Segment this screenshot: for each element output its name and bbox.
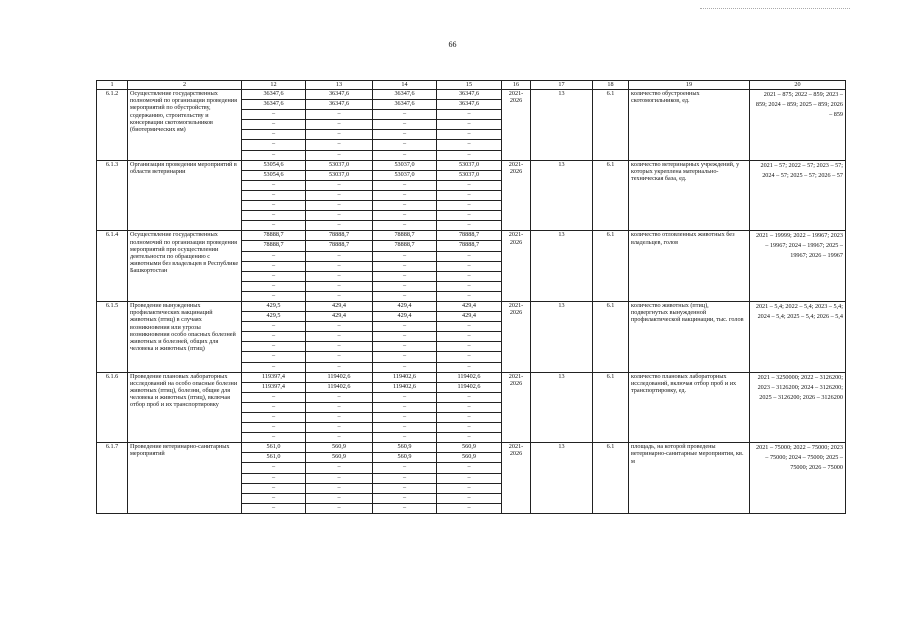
funding-cell: – [437, 423, 502, 433]
funding-cell: – [437, 402, 502, 412]
table-body [97, 81, 846, 514]
funding-cell: 36347,6 [437, 100, 502, 110]
col-17: 13 [531, 372, 593, 443]
header-cell: 16 [502, 81, 531, 90]
col-18: 6.1 [593, 90, 629, 161]
funding-cell: – [373, 433, 437, 443]
col-18: 6.1 [593, 301, 629, 372]
funding-cell: – [373, 342, 437, 352]
funding-cell: – [242, 362, 306, 372]
header-cell: 20 [750, 81, 846, 90]
funding-cell: 560,9 [437, 453, 502, 463]
funding-cell: – [242, 503, 306, 513]
funding-cell: 119402,6 [306, 372, 373, 382]
funding-cell: – [306, 190, 373, 200]
program-table [96, 80, 846, 514]
table-row [97, 160, 846, 170]
funding-cell: – [306, 211, 373, 221]
funding-cell: – [242, 413, 306, 423]
header-cell: 13 [306, 81, 373, 90]
funding-cell: – [306, 120, 373, 130]
funding-cell: – [437, 221, 502, 231]
funding-cell: – [306, 251, 373, 261]
funding-cell: – [306, 402, 373, 412]
table-row [97, 372, 846, 382]
target-values: 2021 – 5,4; 2022 – 5,4; 2023 – 5,4; 2024 – 5,4; 2025 – 5,4; 2026 – 5,4 [750, 301, 846, 372]
header-cell: 1 [97, 81, 128, 90]
funding-cell: – [306, 130, 373, 140]
target-values: 2021 – 19999; 2022 – 19967; 2023 – 19967; 2024 – 19967; 2025 – 19967; 2026 – 19967 [750, 231, 846, 302]
funding-cell: – [373, 221, 437, 231]
funding-cell: – [306, 180, 373, 190]
funding-cell: – [373, 110, 437, 120]
period: 2021-2026 [502, 372, 531, 443]
funding-cell: – [242, 251, 306, 261]
funding-cell: – [242, 211, 306, 221]
indicator: количество обустроенных скотомогильников, ед. [629, 90, 750, 161]
funding-cell: – [242, 402, 306, 412]
funding-cell: – [373, 261, 437, 271]
funding-cell: – [437, 261, 502, 271]
funding-cell: – [306, 291, 373, 301]
funding-cell: 560,9 [437, 443, 502, 453]
funding-cell: 560,9 [306, 453, 373, 463]
funding-cell: – [437, 190, 502, 200]
funding-cell: – [306, 503, 373, 513]
funding-cell: – [437, 251, 502, 261]
funding-cell: 53054,6 [242, 160, 306, 170]
funding-cell: – [242, 423, 306, 433]
funding-cell: – [242, 140, 306, 150]
funding-cell: – [242, 392, 306, 402]
funding-cell: – [437, 342, 502, 352]
funding-cell: – [437, 150, 502, 160]
funding-cell: – [437, 201, 502, 211]
funding-cell: – [306, 463, 373, 473]
funding-cell: – [437, 413, 502, 423]
funding-cell: – [242, 261, 306, 271]
funding-cell: – [373, 413, 437, 423]
period: 2021-2026 [502, 301, 531, 372]
funding-cell: 429,4 [437, 312, 502, 322]
funding-cell: – [242, 180, 306, 190]
funding-cell: 560,9 [373, 453, 437, 463]
funding-cell: – [306, 392, 373, 402]
funding-cell: – [373, 120, 437, 130]
col-18: 6.1 [593, 160, 629, 231]
funding-cell: 36347,6 [306, 90, 373, 100]
funding-cell: 36347,6 [306, 100, 373, 110]
funding-cell: – [242, 291, 306, 301]
funding-cell: 78888,7 [373, 231, 437, 241]
funding-cell: 429,4 [306, 301, 373, 311]
funding-cell: 36347,6 [242, 90, 306, 100]
col-17: 13 [531, 160, 593, 231]
target-values: 2021 – 3250000; 2022 – 3126200; 2023 – 3126200; 2024 – 3126200; 2025 – 3126200; 2026 – 3126200 [750, 372, 846, 443]
funding-cell: 429,5 [242, 301, 306, 311]
funding-cell: – [242, 150, 306, 160]
table-row [97, 301, 846, 311]
funding-cell: 560,9 [306, 443, 373, 453]
funding-cell: – [373, 322, 437, 332]
funding-cell: – [242, 110, 306, 120]
funding-cell: – [306, 281, 373, 291]
event-name: Осуществление государственных полномочий по организации проведения мероприятий при осуществлении деятельности по обращению с животными без владельцев в Республике Башкортостан [128, 231, 242, 302]
funding-cell: – [306, 342, 373, 352]
row-number: 6.1.3 [97, 160, 128, 231]
funding-cell: 429,4 [373, 312, 437, 322]
col-17: 13 [531, 443, 593, 514]
funding-cell: – [242, 271, 306, 281]
col-17: 13 [531, 231, 593, 302]
indicator: количество ветеринарных учреждений, у которых укреплена материально-техническая база, ед. [629, 160, 750, 231]
funding-cell: – [373, 130, 437, 140]
funding-cell: – [306, 271, 373, 281]
funding-cell: – [373, 251, 437, 261]
indicator: площадь, на которой проведены ветеринарно-санитарные мероприятия, кв. м [629, 443, 750, 514]
funding-cell: – [373, 503, 437, 513]
header-cell: 2 [128, 81, 242, 90]
event-name: Организация проведения мероприятий в области ветеринарии [128, 160, 242, 231]
funding-cell: – [373, 201, 437, 211]
target-values: 2021 – 57; 2022 – 57; 2023 – 57; 2024 – 57; 2025 – 57; 2026 – 57 [750, 160, 846, 231]
event-name: Проведение ветеринарно-санитарных мероприятий [128, 443, 242, 514]
funding-cell: – [306, 201, 373, 211]
header-cell: 14 [373, 81, 437, 90]
funding-cell: – [242, 221, 306, 231]
col-17: 13 [531, 301, 593, 372]
table-row [97, 90, 846, 100]
funding-cell: 119402,6 [373, 372, 437, 382]
header-cell: 17 [531, 81, 593, 90]
funding-cell: – [437, 503, 502, 513]
funding-cell: – [242, 190, 306, 200]
funding-cell: – [437, 362, 502, 372]
period: 2021-2026 [502, 90, 531, 161]
funding-cell: 53037,0 [437, 160, 502, 170]
funding-cell: – [306, 150, 373, 160]
header-cell: 12 [242, 81, 306, 90]
funding-cell: – [306, 362, 373, 372]
row-number: 6.1.7 [97, 443, 128, 514]
indicator: количество плановых лабораторных исследований, включая отбор проб и их транспортировку, ед. [629, 372, 750, 443]
funding-cell: – [373, 352, 437, 362]
target-values: 2021 – 875; 2022 – 859; 2023 – 859; 2024 – 859; 2025 – 859; 2026 – 859 [750, 90, 846, 161]
funding-cell: 36347,6 [373, 100, 437, 110]
funding-cell: – [242, 463, 306, 473]
funding-cell: 560,9 [373, 443, 437, 453]
funding-cell: 429,4 [373, 301, 437, 311]
funding-cell: – [373, 150, 437, 160]
funding-cell: – [306, 473, 373, 483]
funding-cell: 36347,6 [373, 90, 437, 100]
funding-cell: – [306, 413, 373, 423]
funding-cell: – [373, 190, 437, 200]
funding-cell: – [373, 483, 437, 493]
funding-cell: – [306, 493, 373, 503]
funding-cell: – [242, 352, 306, 362]
scan-artifact-line [700, 8, 850, 9]
funding-cell: 119402,6 [437, 382, 502, 392]
funding-cell: – [306, 332, 373, 342]
funding-cell: – [437, 180, 502, 190]
period: 2021-2026 [502, 231, 531, 302]
indicator: количество животных (птиц), подвергнутых вынужденной профилактической вакцинации, тыс. голов [629, 301, 750, 372]
event-name: Проведение вынужденных профилактических вакцинаций животных (птиц) в случаях возникновения или угрозы возникновения особо опасных болезней животных и болезней, общих для человека и животных (птиц) [128, 301, 242, 372]
event-name: Проведение плановых лабораторных исследований на особо опасные болезни животных (птиц), болезни, общие для человека и животных (птиц), включая отбор проб и их транспортировку [128, 372, 242, 443]
funding-cell: 53037,0 [306, 170, 373, 180]
row-number: 6.1.4 [97, 231, 128, 302]
funding-cell: 119402,6 [373, 382, 437, 392]
funding-cell: – [437, 110, 502, 120]
header-cell: 18 [593, 81, 629, 90]
funding-cell: 429,4 [437, 301, 502, 311]
funding-cell: – [437, 433, 502, 443]
funding-cell: 429,5 [242, 312, 306, 322]
indicator: количество отловленных животных без владельцев, голов [629, 231, 750, 302]
header-cell: 19 [629, 81, 750, 90]
funding-cell: – [373, 140, 437, 150]
funding-cell: – [437, 130, 502, 140]
funding-cell: – [437, 271, 502, 281]
row-number: 6.1.5 [97, 301, 128, 372]
funding-cell: – [437, 463, 502, 473]
funding-cell: – [373, 423, 437, 433]
funding-cell: – [437, 352, 502, 362]
col-18: 6.1 [593, 443, 629, 514]
funding-cell: – [373, 392, 437, 402]
funding-cell: 53054,6 [242, 170, 306, 180]
funding-cell: – [437, 493, 502, 503]
period: 2021-2026 [502, 160, 531, 231]
funding-cell: 78888,7 [306, 241, 373, 251]
funding-cell: 53037,0 [373, 170, 437, 180]
funding-cell: – [242, 120, 306, 130]
funding-cell: – [373, 332, 437, 342]
funding-cell: – [437, 473, 502, 483]
funding-cell: – [437, 140, 502, 150]
col-18: 6.1 [593, 231, 629, 302]
row-number: 6.1.6 [97, 372, 128, 443]
table-row [97, 231, 846, 241]
funding-cell: – [437, 211, 502, 221]
header-row [97, 81, 846, 90]
funding-cell: – [242, 483, 306, 493]
funding-cell: 78888,7 [242, 241, 306, 251]
funding-cell: 78888,7 [242, 231, 306, 241]
target-values: 2021 – 75000; 2022 – 75000; 2023 – 75000; 2024 – 75000; 2025 – 75000; 2026 – 75000 [750, 443, 846, 514]
funding-cell: – [437, 322, 502, 332]
funding-cell: – [373, 402, 437, 412]
funding-cell: 78888,7 [437, 231, 502, 241]
funding-cell: – [373, 211, 437, 221]
funding-cell: – [306, 110, 373, 120]
funding-cell: – [242, 433, 306, 443]
funding-cell: – [437, 483, 502, 493]
funding-cell: – [373, 180, 437, 190]
funding-cell: 53037,0 [437, 170, 502, 180]
funding-cell: – [373, 473, 437, 483]
funding-cell: – [306, 261, 373, 271]
funding-cell: – [373, 463, 437, 473]
header-cell: 15 [437, 81, 502, 90]
funding-cell: – [306, 423, 373, 433]
row-number: 6.1.2 [97, 90, 128, 161]
table-row [97, 443, 846, 453]
period: 2021-2026 [502, 443, 531, 514]
col-17: 13 [531, 90, 593, 161]
funding-cell: – [437, 291, 502, 301]
funding-cell: 36347,6 [437, 90, 502, 100]
funding-cell: – [242, 332, 306, 342]
funding-cell: – [242, 493, 306, 503]
funding-cell: – [306, 322, 373, 332]
funding-cell: – [437, 281, 502, 291]
funding-cell: 119397,4 [242, 382, 306, 392]
funding-cell: 561,0 [242, 453, 306, 463]
funding-cell: 78888,7 [373, 241, 437, 251]
funding-cell: 53037,0 [306, 160, 373, 170]
col-18: 6.1 [593, 372, 629, 443]
funding-cell: 53037,0 [373, 160, 437, 170]
event-name: Осуществление государственных полномочий по организации проведения мероприятий по обустройству, содержанию, строительству и консервации скотомогильников (биотермических ям) [128, 90, 242, 161]
funding-cell: – [373, 281, 437, 291]
funding-cell: 119402,6 [437, 372, 502, 382]
funding-cell: – [437, 120, 502, 130]
funding-cell: – [437, 332, 502, 342]
funding-cell: – [242, 201, 306, 211]
funding-cell: 78888,7 [437, 241, 502, 251]
funding-cell: 119397,4 [242, 372, 306, 382]
funding-cell: 78888,7 [306, 231, 373, 241]
funding-cell: – [306, 221, 373, 231]
funding-cell: – [373, 271, 437, 281]
funding-cell: – [242, 130, 306, 140]
page-number: 66 [448, 40, 457, 49]
funding-cell: – [306, 433, 373, 443]
funding-cell: – [373, 362, 437, 372]
funding-cell: – [437, 392, 502, 402]
funding-cell: 119402,6 [306, 382, 373, 392]
funding-cell: – [242, 281, 306, 291]
funding-cell: – [306, 483, 373, 493]
funding-cell: – [306, 140, 373, 150]
funding-cell: – [242, 473, 306, 483]
funding-cell: 429,4 [306, 312, 373, 322]
funding-cell: – [306, 352, 373, 362]
funding-cell: 561,0 [242, 443, 306, 453]
funding-cell: 36347,6 [242, 100, 306, 110]
funding-cell: – [373, 493, 437, 503]
funding-cell: – [242, 342, 306, 352]
funding-cell: – [373, 291, 437, 301]
funding-cell: – [242, 322, 306, 332]
